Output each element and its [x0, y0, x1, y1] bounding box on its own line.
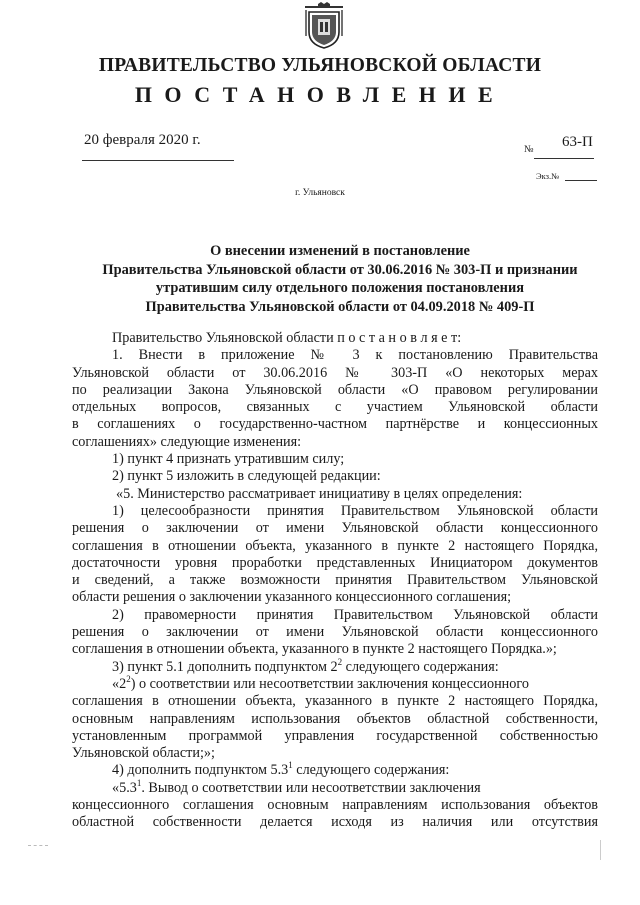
superscript: 2: [337, 656, 343, 667]
body-line: соглашения в отношении объекта, указанного в пункте 2 настоящего Порядка,: [72, 693, 598, 710]
document-title: [60, 242, 620, 316]
date-underline: [82, 160, 234, 161]
body-line: установленным программой управления государственной собственностью: [72, 727, 598, 744]
body-text: «2: [112, 675, 127, 692]
superscript: 1: [136, 777, 142, 788]
body-line: [72, 777, 598, 797]
body-line: отдельных вопросов, связанных с участием Ульяновской области: [72, 399, 598, 416]
body-line: [72, 656, 598, 676]
organization-name: ПРАВИТЕЛЬСТВО УЛЬЯНОВСКОЙ ОБЛАСТИ: [98, 55, 542, 76]
body-text: следующего содержания:: [292, 762, 450, 779]
body-line: 1. Внести в приложение № 3 к постановлению Правительства: [112, 347, 598, 364]
body-line: «5. Министерство рассматривает инициативу в целях определения:: [116, 485, 523, 502]
body-line: и сведений, а также возможности принятия Правительством Ульяновской: [72, 572, 598, 589]
scan-artifact-line: [28, 845, 48, 846]
copy-number-underline: [565, 180, 597, 181]
body-text: ) о соответствии или несоответствии заключения концессионного: [130, 675, 529, 692]
title-line: О внесении изменений в постановление: [210, 243, 470, 259]
body-text: . Вывод о соответствии или несоответствии заключения: [141, 779, 481, 796]
body-line: решения о заключении от имени Ульяновской области концессионного: [72, 520, 598, 537]
body-line: основным направлениям использования объектов областной собственности,: [72, 710, 598, 727]
body-line: 2) правомерности принятия Правительством Ульяновской области: [112, 606, 598, 623]
body-line: Ульяновской области;»;: [72, 745, 215, 762]
title-line: утратившим силу отдельного положения постановления: [155, 280, 525, 297]
body-line: в соглашениях о государственно-частном партнёрстве и концессионных: [72, 416, 598, 433]
document-type: ПОСТАНОВЛЕНИЕ: [134, 82, 506, 107]
body-line: [72, 673, 598, 693]
body-line: областной собственности делается исходя из наличия или отсутствия: [72, 814, 598, 831]
scan-artifact-mark: [600, 840, 602, 860]
body-line: концессионного соглашения основным направлениям использования объектов: [72, 797, 598, 814]
body-text: 3) пункт 5.1 дополнить подпунктом 2: [112, 658, 338, 675]
superscript: 1: [288, 760, 293, 771]
copy-number-label: Экз.№: [536, 171, 560, 181]
title-line: Правительства Ульяновской области от 30.06.2016 № 303-П и признании: [102, 261, 578, 278]
body-line: решения о заключении от имени Ульяновской области концессионного: [72, 624, 598, 641]
body-line: соглашения в отношении объекта, указанного в пункте 2 настоящего Порядка.»;: [72, 641, 557, 658]
body-text: следующего содержания:: [342, 658, 499, 675]
coat-of-arms-emblem: [303, 2, 345, 50]
document-number: 63-П: [562, 134, 593, 150]
body-line: 1) целесообразности принятия Правительством Ульяновской области: [112, 502, 598, 519]
body-line: соглашениях» следующие изменения:: [72, 433, 302, 450]
body-text: «5.3: [112, 779, 137, 796]
body-line: Правительство Ульяновской области п о с т а н о в л я е т:: [112, 330, 462, 346]
body-line: 2) пункт 5 изложить в следующей редакции:: [112, 468, 381, 485]
number-underline: [534, 158, 594, 159]
body-line: по реализации Закона Ульяновской области «О правовом регулировании: [72, 381, 598, 398]
body-text: 4) дополнить подпунктом 5.3: [112, 762, 289, 779]
document-body: [72, 330, 598, 832]
body-line: соглашения в отношении объекта, указанного в пункте 2 настоящего Порядка,: [72, 537, 598, 554]
body-line: области решения о заключении указанного концессионного соглашения;: [72, 589, 512, 606]
city: г. Ульяновск: [295, 188, 345, 198]
body-line: 1) пункт 4 признать утратившим силу;: [112, 451, 345, 468]
number-sign: №: [524, 144, 534, 155]
document-date: 20 февраля 2020 г.: [84, 132, 201, 148]
body-line: достаточности уровня проработки представленных Инициатором документов: [72, 554, 598, 571]
body-line: Ульяновской области от 30.06.2016 № 303-П «О некоторых мерах: [72, 364, 598, 381]
title-line: Правительства Ульяновской области от 04.09.2018 № 409-П: [145, 298, 535, 315]
body-line: [72, 762, 598, 779]
superscript: 2: [126, 673, 131, 684]
